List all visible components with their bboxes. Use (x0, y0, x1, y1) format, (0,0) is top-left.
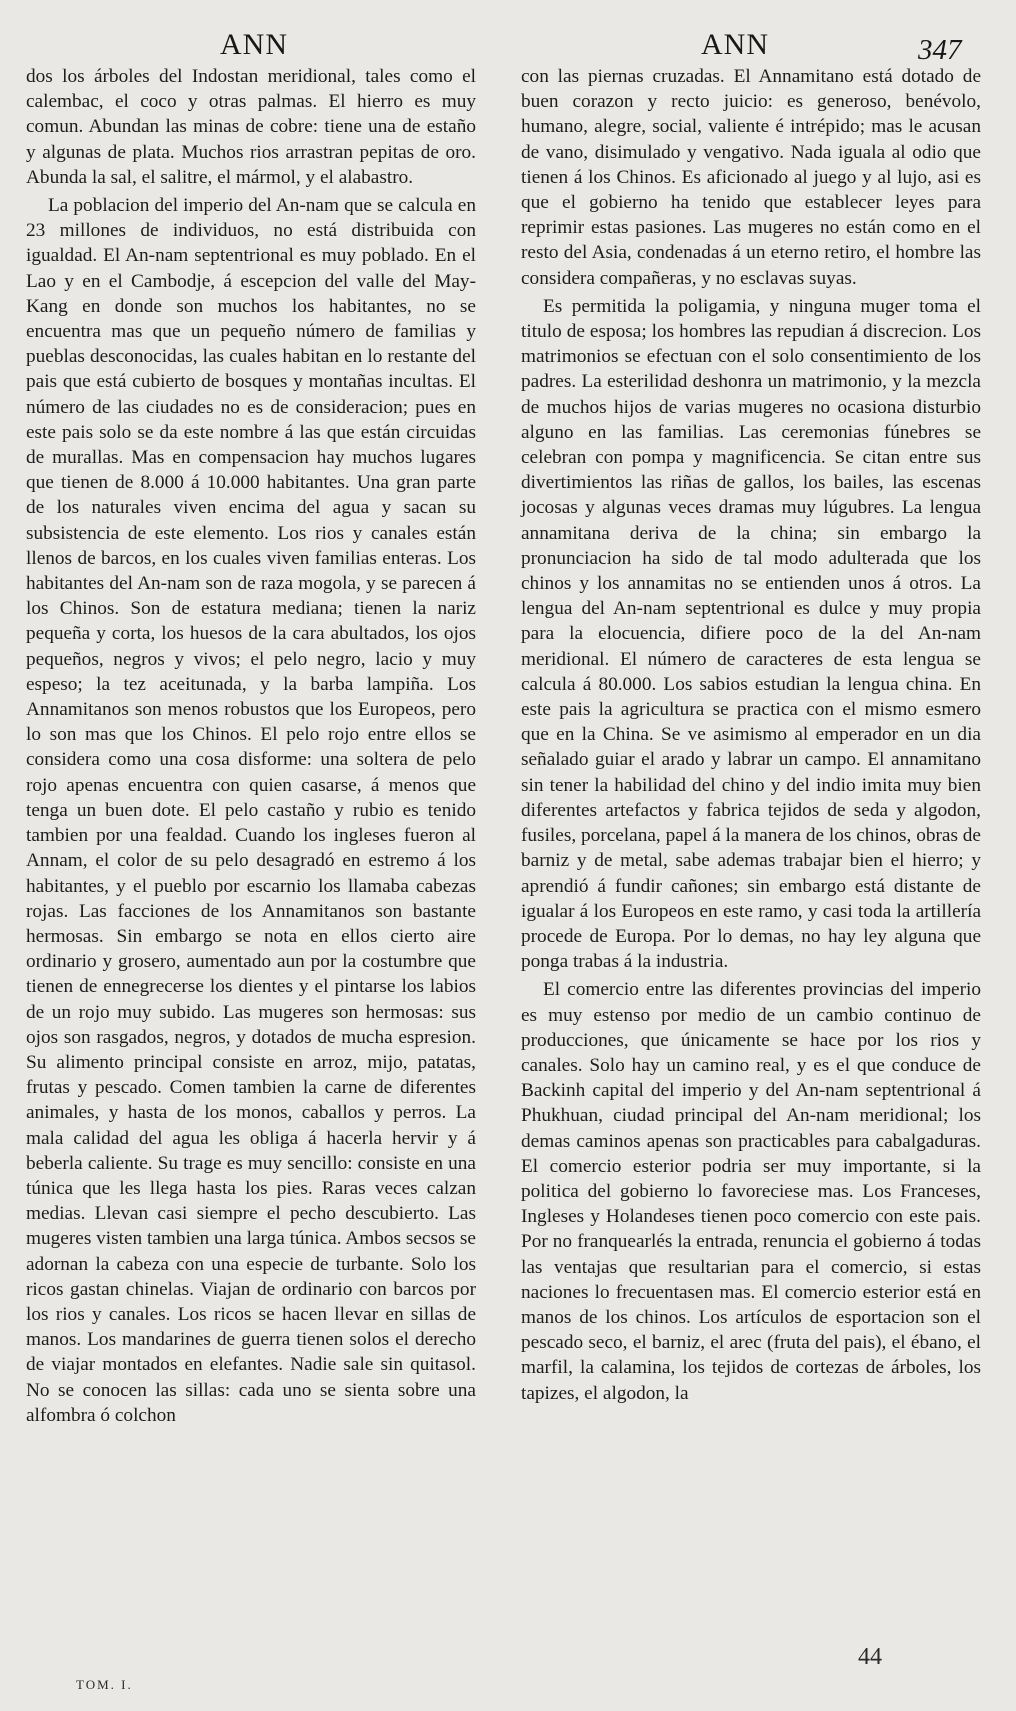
left-paragraph-1: dos los árboles del Indostan meridional, tales como el calembac, el coco y otras palmas. El hierro es muy comun. Abundan las minas de cobre: tiene una de estaño y algunas de plata. Muchos rios arrastran pepitas de oro. Abunda la sal, el salitre, el mármol, y el alabastro. (26, 66, 476, 188)
left-column (26, 64, 476, 1428)
right-paragraph-3: El comercio entre las diferentes provincias del imperio es muy estenso por medio de un cambio continuo de producciones, que únicamente se hace por los rios y canales. Solo hay un camino real, y es el que conduce de Backinh capital del imperio y del An-nam septentrional á Phukhuan, ciudad principal del An-nam meridional; los demas caminos apenas son practicables para cabalgaduras. El comercio esterior podria ser muy importante, si la politica del gobierno lo favoreciese mas. Los Franceses, Ingleses y Holandeses tienen poco comercio con este pais. Por no franquearlés la entrada, renuncia el gobierno á todas las ventajas que resultarian para el comercio, si estas naciones lo frecuentasen mas. El comercio esterior está en manos de los chinos. Los artículos de esportacion son el pescado seco, el barniz, el arec (fruta del pais), el ébano, el marfil, la calamina, los tejidos de cortezas de árboles, los tapizes, el algodon, la (521, 979, 981, 1404)
right-paragraph-2: Es permitida la poligamia, y ninguna muger toma el titulo de esposa; los hombres las repudian á discrecion. Los matrimonios se efectuan con el solo consentimiento de los padres. La esterilidad deshonra un matrimonio, y la mezcla de muchos hijos de varias mugeres no ocasiona disturbio alguno en las familias. Las ceremonias fúnebres se celebran con pompa y magnificencia. Se citan entre sus divertimientos las riñas de gallos, los bailes, las escenas jocosas y algunas veces dramas muy lúgubres. La lengua annamitana deriva de la china; sin embargo la pronunciacion ha sido de tal modo adulterada que los chinos y los annamitas no se entienden unos á otros. La lengua del An-nam septentrional es dulce y muy propia para la elocuencia, difiere poco de la del An-nam meridional. El número de caracteres de esta lengua se calcula á 80.000. Los sabios estudian la lengua china. En este pais la agricultura se practica con el mismo esmero que en la China. Se ve asimismo al emperador en un dia señalado guiar el arado y labrar un campo. El annamitano sin tener la habilidad del chino y del indio imita muy bien diferentes artefactos y fabrica tejidos de seda y algodon, fusiles, porcelana, papel á la manera de los chinos, obras de barniz y de metal, sabe ademas trabajar bien el hierro; y aprendió á fundir cañones; sin embargo está distante de igualar á los Europeos en este ramo, y casi toda la artillería procede de Europa. Por lo demas, no hay ley alguna que ponga trabas á la industria. (521, 295, 981, 973)
right-paragraph-1: con las piernas cruzadas. El Annamitano está dotado de buen corazon y recto juicio: es generoso, benévolo, humano, alegre, social, valiente é intrépido; mas le acusan de vano, disimulado y vengativo. Nada iguala al odio que tienen á los Chinos. Es aficionado al juego y al lujo, asi es que el gobierno ha tenido que establecer leyes para reprimir estas pasiones. Las mugeres no están como en el resto del Asia, condenadas á un eterno retiro, el hombre las considera compañeras, y no esclavas suyas. (521, 66, 981, 289)
left-running-header: ANN (220, 28, 288, 61)
page-number: 347 (918, 34, 962, 66)
left-paragraph-2: La poblacion del imperio del An-nam que se calcula en 23 millones de individuos, no está distribuida con igualdad. El An-nam septentrional es muy poblado. En el Lao y en el Cambodje, á escepcion del valle del May-Kang en donde son muchos los habitantes, no se encuentra mas que un pequeño número de familias y pueblas desconocidas, las cuales habitan en lo restante del pais que está cubierto de bosques y montañas incultas. El número de las ciudades no es de consideracion; pues en este pais solo se da este nombre á las que están circuidas de murallas. Mas en compensacion hay muchos lugares que tienen de 8.000 á 10.000 habitantes. Una gran parte de los naturales viven encima del agua y sacan su subsistencia de este elemento. Los rios y canales están llenos de barcos, en los cuales viven familias enteras. Los habitantes del An-nam son de raza mogola, y se parecen á los Chinos. Son de estatura mediana; tienen la nariz pequeña y corta, los huesos de la cara abultados, los ojos pequeños, negros y vivos; el pelo negro, lacio y muy espeso; la tez aceitunada, y la barba lampiña. Los Annamitanos son menos robustos que los Europeos, pero lo son mas que los Chinos. El pelo rojo entre ellos se considera como una cosa disforme: una soltera de pelo rojo apenas encuentra con quien casarse, á menos que tenga un buen dote. El pelo castaño y rubio es tenido tambien por una fealdad. Cuando los ingleses fueron al Annam, el color de su pelo desagradó en estremo á los habitantes, y el pueblo por escarnio los llamaba cabezas rojas. Las facciones de los Annamitanos son bastante hermosas. Sin embargo se nota en ellos cierto aire ordinario y grosero, aumentado aun por la costumbre que tienen de ennegrecerse los dientes y el pintarse los labios de un rojo muy subido. Las mugeres son hermosas: sus ojos son rasgados, negros, y dotados de mucha espresion. Su alimento principal consiste en arroz, mijo, patatas, frutas y pescado. Comen tambien la carne de diferentes animales, y hasta de los monos, caballos y perros. La mala calidad del agua les obliga á hacerla hervir y á beberla caliente. Su trage es muy sencillo: consiste en una túnica que les llega hasta los pies. Raras veces calzan medias. Llevan casi siempre el pecho descubierto. Las mugeres visten tambien una larga túnica. Ambos secsos se adornan la cabeza con una especie de turbante. Solo los ricos gastan chinelas. Viajan de ordinario con barcos por los rios y canales. Los ricos se hacen llevar en sillas de manos. Los mandarines de guerra tienen solos el derecho de viajar montados en elefantes. Nadie sale sin quitasol. No se conocen las sillas: cada uno se sienta sobre una alfombra ó colchon (26, 195, 476, 1426)
right-running-header: ANN (701, 28, 769, 61)
signature-mark: 44 (858, 1644, 882, 1670)
right-column (521, 64, 981, 1406)
volume-mark: TOM. I. (76, 1677, 133, 1692)
